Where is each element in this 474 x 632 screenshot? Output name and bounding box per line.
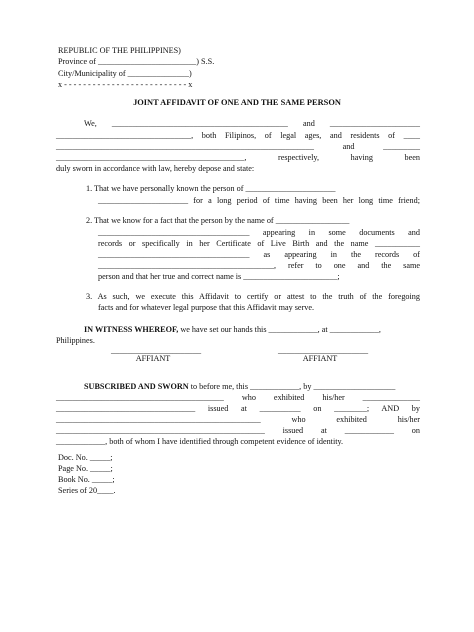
signature-line-left-text: ______________________: [111, 346, 202, 355]
item-1-line-2: ______________________ for a long period of time having been her long time friend;: [98, 196, 420, 205]
signature-line-right: ______________________: [278, 346, 369, 355]
witness-line-2: Philippines.: [56, 336, 95, 345]
intro-line-3: _______________________________________________________________ and _________: [56, 142, 420, 151]
item-2-line-1: 2. That we know for a fact that the person by the name of __________________: [86, 216, 350, 225]
intro-line-4: ______________________________________________, respectively, having been: [56, 153, 420, 162]
item-2-line-2: _____________________________________ appearing in some documents and: [98, 228, 420, 237]
item-1-line-1: 1. That we have personally known the person of ______________________: [86, 184, 336, 193]
intro-line-1: We, ___________________________________________ and ______________________: [84, 119, 420, 128]
item-3-line-1: 3. As such, we execute this Affidavit to certify or attest to the truth of the foregoing: [86, 292, 420, 301]
signature-label-left: AFFIANT: [135, 354, 171, 363]
jurat-line-1: [84, 382, 395, 392]
jurat-line-6: ____________, both of whom I have identified through competent evidence of identity.: [56, 437, 344, 446]
intro-line-5: duly sworn in accordance with law, hereby depose and state:: [56, 164, 255, 173]
book-no: Book No. _____;: [58, 475, 115, 484]
item-2-line-5: ___________________________________________, refer to one and the same: [98, 261, 420, 270]
page-no: Page No. _____;: [58, 464, 113, 473]
witness-rest: we have set our hands this ____________, at ____________,: [178, 325, 381, 334]
item-2-line-6: person and that her true and correct name is _______________________;: [98, 272, 340, 281]
jurat-line-3: __________________________________ issued at __________ on ________; AND by: [56, 404, 420, 413]
item-2-line-3: records or specifically in her Certificate of Live Birth and the name ___________: [98, 239, 420, 248]
caption-republic: REPUBLIC OF THE PHILIPPINES): [58, 46, 181, 55]
jurat-line-2: _________________________________________ who exhibited his/her ______________: [56, 393, 420, 402]
witness-line-1: [84, 325, 381, 335]
signature-label-right: AFFIANT: [302, 354, 338, 363]
document-title: JOINT AFFIDAVIT OF ONE AND THE SAME PERSON: [133, 98, 341, 107]
series-of: Series of 20____.: [58, 486, 116, 495]
caption-dashes: x - - - - - - - - - - - - - - - - - - - - - - - - - - x: [58, 80, 193, 89]
doc-no: Doc. No. _____;: [58, 453, 113, 462]
item-2-line-4: _____________________________________ as appearing in the records of: [98, 250, 420, 259]
witness-bold: IN WITNESS WHEREOF,: [84, 325, 179, 334]
intro-line-2: _________________________________, both Filipinos, of legal ages, and residents of ____: [56, 131, 420, 140]
item-3-line-2: facts and for whatever legal purpose that this Affidavit may serve.: [98, 303, 315, 312]
jurat-line-5: ___________________________________________________ issued at ____________ on: [56, 426, 420, 435]
jurat-rest: to before me, this ____________, by ____________________: [188, 382, 396, 391]
jurat-bold: SUBSCRIBED AND SWORN: [84, 382, 189, 391]
caption-province: Province of ________________________) S.S.: [58, 57, 215, 66]
caption-city: City/Municipality of _______________): [58, 69, 192, 78]
jurat-line-4: __________________________________________________ who exhibited his/her: [56, 415, 420, 424]
